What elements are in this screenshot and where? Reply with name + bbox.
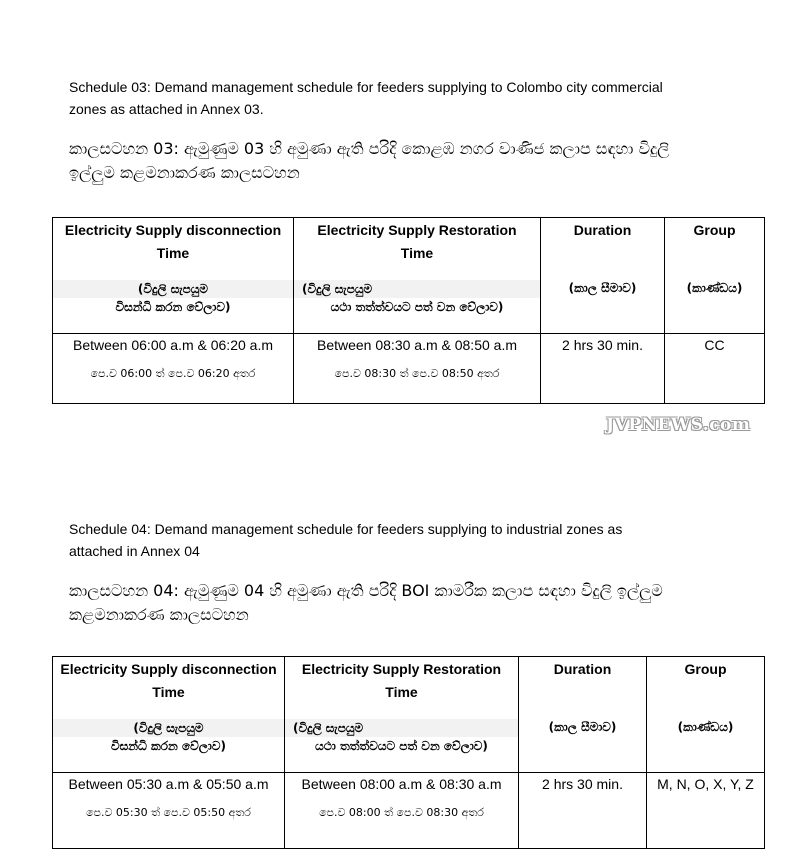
cell-restoration-en: Between 08:00 a.m & 08:30 a.m [301,776,502,792]
header-restoration-si-line2: යථා තත්ත්වයට පත් වන වේලාව) [315,739,488,753]
header-disconnection-label-line1: Electricity Supply disconnection [64,222,282,238]
header-group-label: Group [693,222,736,238]
cell-duration [519,773,647,849]
watermark-logo: JVPNEWS.com [606,415,751,435]
cell-duration [541,334,665,404]
header-duration-si: (කාල සීමාව) [548,720,617,734]
cell-restoration-si: පෙ.ව 08:00 ත් පෙ.ව 08:30 අතර [319,806,484,819]
cell-group-value: CC [704,337,725,353]
header-duration-label: Duration [573,222,632,238]
cell-disconnection-si: පෙ.ව 05:30 ත් පෙ.ව 05:50 අතර [86,806,251,819]
header-restoration [294,218,541,334]
schedule-03-sinhala-title [69,137,719,185]
schedule-03-table [52,217,765,404]
cell-restoration [294,334,541,404]
cell-disconnection-si: පෙ.ව 06:00 ත් පෙ.ව 06:20 අතර [90,367,256,380]
schedule-04-table [52,656,765,849]
cell-disconnection [53,773,285,849]
header-disconnection-si-line2: විසන්ධි කරන වේලාව) [110,739,226,753]
header-restoration-si-line1: (විදුලි සැපයුම [285,719,518,737]
cell-disconnection [53,334,294,404]
header-duration-label: Duration [553,661,612,677]
schedule-04-title-line2: attached in Annex 04 [69,543,200,559]
schedule-04-title [69,518,719,562]
table-row [53,334,765,404]
cell-restoration-en: Between 08:30 a.m & 08:50 a.m [316,337,517,353]
header-disconnection-label-line1: Electricity Supply disconnection [60,661,277,677]
schedule-03-sinhala-line1: කාලසටහන 03: ඇමුණුම 03 හි අමුණා ඇති පරිදි කොළඹ නගර වාණිජ කලාප සඳහා විදුලි [69,139,670,158]
header-restoration-label-line2: Time [385,684,418,700]
schedule-04-title-line1: Schedule 04: Demand management schedule for feeders supplying to industrial zones as [69,521,623,537]
header-disconnection [53,218,294,334]
cell-group [647,773,765,849]
header-group-label: Group [684,661,727,677]
cell-restoration [285,773,519,849]
cell-group-value: M, N, O, X, Y, Z [657,776,754,792]
header-restoration [285,657,519,773]
header-restoration-si-line2: යථා තත්ත්වයට පත් වන වේලාව) [330,300,504,314]
header-duration [519,657,647,773]
header-group-si: (කාණ්ඩය) [686,281,743,295]
schedule-03-sinhala-line2: ඉල්ලුම කළමනාකරණ කාලසටහන [69,163,300,182]
cell-disconnection-en: Between 05:30 a.m & 05:50 a.m [68,776,269,792]
header-group [665,218,765,334]
table-header-row [53,218,765,334]
header-disconnection [53,657,285,773]
cell-restoration-si: පෙ.ව 08:30 ත් පෙ.ව 08:50 අතර [334,367,500,380]
table-header-row [53,657,765,773]
header-restoration-si-line1: (විදුලි සැපයුම [294,280,540,298]
header-restoration-label-line1: Electricity Supply Restoration [301,661,502,677]
header-disconnection-label-line2: Time [152,684,185,700]
header-disconnection-si-line1: (විදුලි සැපයුම [53,719,284,737]
header-duration [541,218,665,334]
schedule-03-title [69,76,719,120]
header-restoration-label-line2: Time [400,245,434,261]
table-row [53,773,765,849]
schedule-04-sinhala-line2: කළමනාකරණ කාලසටහන [69,605,249,624]
schedule-04-sinhala-line1: කාලසටහන 04: ඇමුණුම 04 හි අමුණා ඇති පරිදි BOI කාමරීක කලාප සඳහා විදුලි ඉල්ලුම [69,581,663,600]
schedule-04-sinhala-title [69,579,719,627]
cell-duration-value: 2 hrs 30 min. [562,337,643,353]
header-group [647,657,765,773]
schedule-03-title-line2: zones as attached in Annex 03. [69,101,264,117]
schedule-03-title-line1: Schedule 03: Demand management schedule for feeders supplying to Colombo city commercial [69,79,663,95]
header-disconnection-si-line1: (විදුලි සැපයුම [53,280,293,298]
header-duration-si: (කාල සීමාව) [568,281,637,295]
header-disconnection-label-line2: Time [156,245,190,261]
cell-group [665,334,765,404]
cell-disconnection-en: Between 06:00 a.m & 06:20 a.m [72,337,273,353]
header-restoration-label-line1: Electricity Supply Restoration [317,222,517,238]
header-group-si: (කාණ්ඩය) [677,720,734,734]
cell-duration-value: 2 hrs 30 min. [542,776,623,792]
header-disconnection-si-line2: විසන්ධි කරන වේලාව) [115,300,231,314]
